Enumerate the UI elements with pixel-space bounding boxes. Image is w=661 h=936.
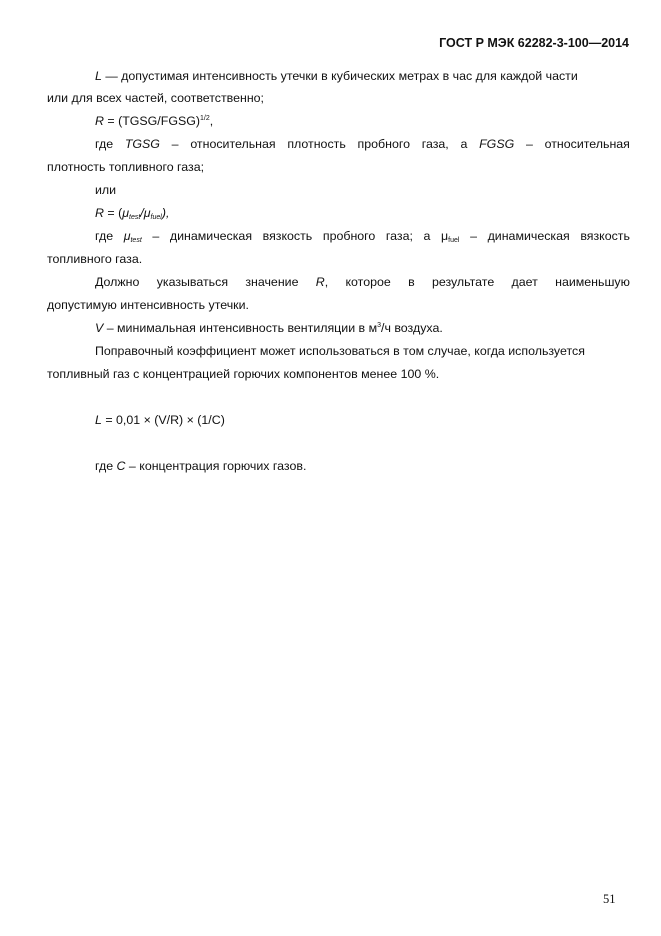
paragraph-C-definition — [95, 459, 630, 474]
paragraph-correction-line1: Поправочный коэффициент может использоваться в том случае, когда используется — [95, 344, 585, 358]
text: которое — [345, 275, 391, 289]
text: результате — [431, 275, 495, 289]
paragraph-density-definition-line2: плотность топливного газа; — [47, 160, 205, 174]
text: – — [470, 229, 477, 243]
text: где — [95, 137, 114, 151]
formula-R-viscosity — [95, 206, 630, 221]
text: пробного — [357, 137, 410, 151]
text: = ( — [103, 206, 123, 220]
symbol-mu: μ — [143, 206, 151, 220]
text: / — [140, 206, 144, 220]
paragraph-L-definition-line2: или для всех частей, соответственно; — [47, 91, 264, 105]
text: дает — [511, 275, 538, 289]
text: динамическая — [487, 229, 570, 243]
text: , — [209, 114, 214, 128]
subscript-fuel: fuel — [150, 214, 162, 221]
symbol-FGSG: FGSG — [479, 137, 515, 151]
symbol-TGSG: TGSG — [124, 137, 160, 151]
symbol-C: C — [116, 459, 126, 473]
text: = 0,01 × (V/R) × (1/C) — [101, 413, 225, 427]
text: значение — [245, 275, 299, 289]
symbol-R: R — [95, 114, 104, 128]
symbol-mu: μ — [122, 206, 129, 220]
text: в — [408, 275, 415, 289]
text: – — [152, 229, 160, 243]
text: R, — [315, 275, 329, 289]
text: — допустимая интенсивность утечки в кубических метрах в час для каждой части — [101, 69, 578, 83]
formula-R-density — [95, 114, 630, 129]
symbol-L: L — [95, 413, 102, 427]
text: где — [95, 229, 114, 243]
text: вязкость — [580, 229, 630, 243]
symbol-R: R — [95, 206, 104, 220]
text: динамическая — [169, 229, 253, 243]
paragraph-V-definition — [95, 321, 630, 336]
text: относительная — [544, 137, 630, 151]
text: относительная — [190, 137, 276, 151]
page-number: 51 — [603, 892, 616, 906]
paragraph-R-selection-line1 — [95, 275, 630, 290]
text: – — [171, 137, 179, 151]
formula-L — [95, 413, 630, 428]
text: наименьшую — [555, 275, 630, 289]
text: плотность — [287, 137, 346, 151]
paragraph-viscosity-definition-line2: топливного газа. — [47, 252, 143, 266]
text: /ч воздуха. — [381, 321, 443, 335]
text: – — [525, 137, 533, 151]
conjunction-or: или — [95, 183, 117, 197]
text: газа; — [385, 229, 413, 243]
text: а — [460, 137, 468, 151]
text: = (TGSG/FGSG) — [103, 114, 200, 128]
page-header-doc-id: ГОСТ Р МЭК 62282-3-100—2014 — [439, 36, 629, 50]
paragraph-L-definition-line1 — [95, 69, 630, 84]
paragraph-correction-line2: топливный газ с концентрацией горючих компонентов менее 100 %. — [47, 367, 440, 381]
text: указываться — [156, 275, 229, 289]
mu-test: $\mu_{test}$ — [123, 229, 142, 244]
text: ), — [161, 206, 170, 220]
mu-fuel: $\mu_{fuel}$ — [441, 229, 460, 244]
subscript-test: test — [129, 214, 141, 221]
text: – концентрация горючих газов. — [125, 459, 307, 473]
text: газа, — [421, 137, 449, 151]
paragraph-viscosity-definition-line1 — [95, 229, 630, 244]
text: Должно — [95, 275, 140, 289]
symbol-V: V — [95, 321, 104, 335]
exponent: 1/2 — [200, 115, 210, 122]
symbol-L: L — [95, 69, 102, 83]
text: где — [95, 459, 117, 473]
text: вязкость — [262, 229, 313, 243]
exponent: 3 — [377, 322, 382, 329]
text: а — [423, 229, 431, 243]
text: – минимальная интенсивность вентиляции в м — [103, 321, 378, 335]
paragraph-density-definition-line1 — [95, 137, 630, 152]
paragraph-R-selection-line2: допустимую интенсивность утечки. — [47, 298, 249, 312]
text: пробного — [322, 229, 376, 243]
